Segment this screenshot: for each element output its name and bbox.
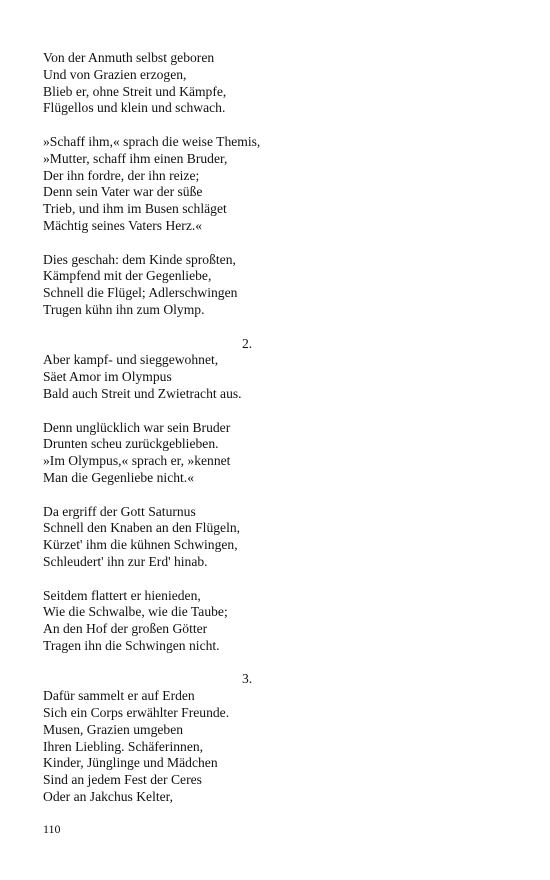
verse-line: Sind an jedem Fest der Ceres <box>43 772 202 788</box>
stanza <box>43 50 503 117</box>
verse-line: Säet Amor im Olympus <box>43 369 172 385</box>
verse-line: »Schaff ihm,« sprach die weise Themis, <box>43 133 261 149</box>
stanza <box>43 588 503 655</box>
verse-line: Oder an Jakchus Kelter, <box>43 789 174 805</box>
verse-line: Der ihn fordre, der ihn reize; <box>43 167 200 183</box>
verse-line: Blieb er, ohne Streit und Kämpfe, <box>43 83 227 99</box>
verse-line: Wie die Schwalbe, wie die Taube; <box>43 604 228 620</box>
poem-body <box>43 50 503 806</box>
verse-line: Denn unglücklich war sein Bruder <box>43 419 231 435</box>
poem-part-3 <box>43 688 503 806</box>
verse-line: Drunten scheu zurückgeblieben. <box>43 436 219 452</box>
verse-line: Mächtig seines Vaters Herz.« <box>43 217 203 233</box>
verse-line: Schnell den Knaben an den Flügeln, <box>43 520 241 536</box>
verse-line: An den Hof der großen Götter <box>43 621 208 637</box>
section-number-3: 3. <box>242 671 253 687</box>
verse-line: Und von Grazien erzogen, <box>43 66 187 82</box>
stanza <box>43 504 503 571</box>
verse-line: Tragen ihn die Schwingen nicht. <box>43 637 220 653</box>
section-number-2: 2. <box>242 335 253 351</box>
verse-line: Kinder, Jünglinge und Mädchen <box>43 755 218 771</box>
verse-line: Trugen kühn ihn zum Olymp. <box>43 301 205 317</box>
verse-line: Kürzet' ihm die kühnen Schwingen, <box>43 537 238 553</box>
verse-line: Ihren Liebling. Schäferinnen, <box>43 738 204 754</box>
stanza <box>43 420 503 487</box>
verse-line: Schnell die Flügel; Adlerschwingen <box>43 285 238 301</box>
verse-line: Da ergriff der Gott Saturnus <box>43 503 196 519</box>
poem-part-1 <box>43 50 503 319</box>
verse-line: Schleudert' ihn zur Erd' hinab. <box>43 553 208 569</box>
verse-line: Flügellos und klein und schwach. <box>43 100 226 116</box>
verse-line: »Mutter, schaff ihm einen Bruder, <box>43 150 228 166</box>
verse-line: Sich ein Corps erwählter Freunde. <box>43 705 230 721</box>
verse-line: Von der Anmuth selbst geboren <box>43 50 215 65</box>
verse-line: Bald auch Streit und Zwietracht aus. <box>43 385 242 401</box>
verse-line: Musen, Grazien umgeben <box>43 721 184 737</box>
verse-line: Aber kampf- und sieggewohnet, <box>43 352 219 368</box>
verse-line: Dies geschah: dem Kinde sproßten, <box>43 251 236 267</box>
verse-line: Kämpfend mit der Gegenliebe, <box>43 268 212 284</box>
poem-part-2 <box>43 352 503 654</box>
stanza <box>43 688 503 806</box>
verse-line: Denn sein Vater war der süße <box>43 184 203 200</box>
stanza <box>43 252 503 319</box>
verse-line: Seitdem flattert er hienieden, <box>43 587 201 603</box>
stanza <box>43 352 503 402</box>
verse-line: Trieb, und ihm im Busen schläget <box>43 201 227 217</box>
page-number: 110 <box>43 822 61 836</box>
verse-line: Man die Gegenliebe nicht.« <box>43 469 194 485</box>
verse-line: Dafür sammelt er auf Erden <box>43 688 195 704</box>
verse-line: »Im Olympus,« sprach er, »kennet <box>43 453 231 469</box>
stanza <box>43 134 503 235</box>
